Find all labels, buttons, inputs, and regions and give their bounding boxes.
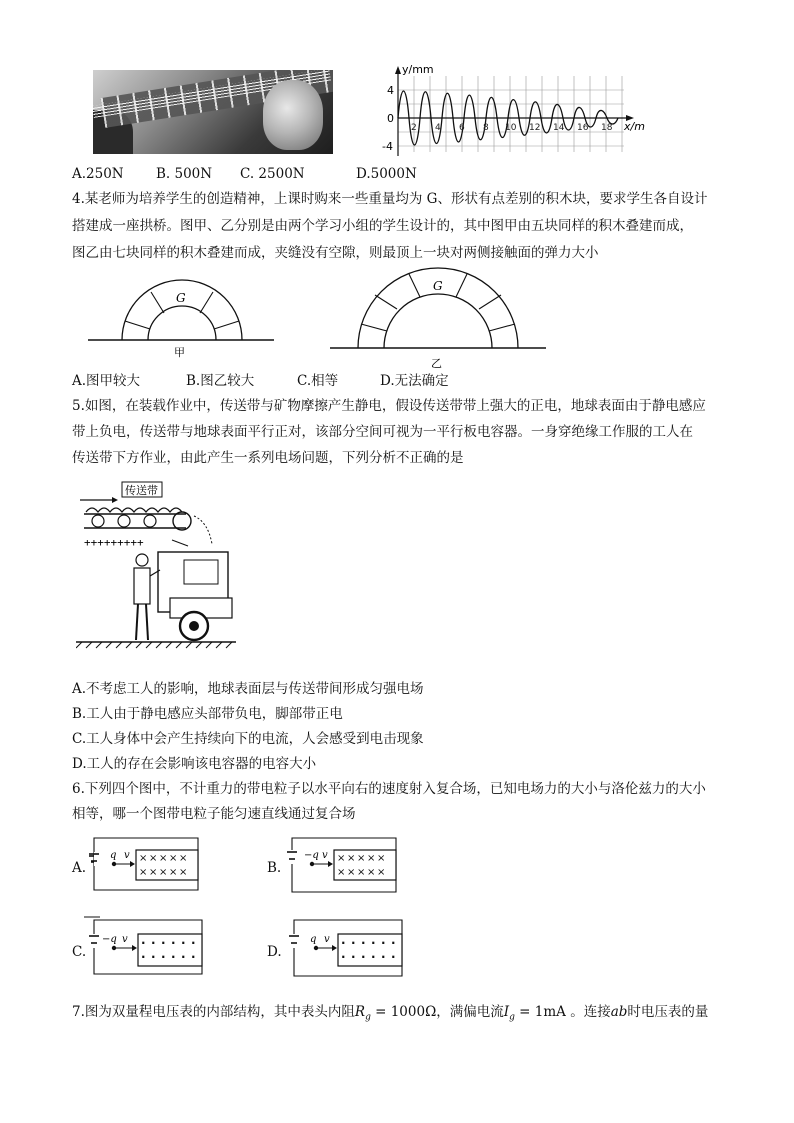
field-mark: ×	[357, 853, 366, 864]
field-mark: ·	[361, 950, 366, 964]
field-mark: ·	[181, 950, 186, 964]
block-g-label-yi: G	[433, 279, 443, 293]
field-mark: ·	[341, 936, 346, 950]
field-mark: ·	[341, 950, 346, 964]
x-tick: 14	[553, 123, 565, 133]
q3-option-a: A.250N	[72, 166, 124, 182]
x-tick: 16	[577, 123, 589, 133]
field-mark: ·	[151, 950, 156, 964]
block-g-label-jia: G	[176, 291, 186, 305]
ig-symbol: I	[503, 1004, 510, 1020]
charge-label: −q	[102, 934, 117, 945]
q5-stem-line-3: 传送带下方作业，由此产生一系列电场问题，下列分析不正确的是	[72, 450, 464, 466]
q5-option-a: A.不考虑工人的影响，地球表面层与传送带间形成匀强电场	[72, 681, 424, 697]
field-mark: ×	[139, 867, 148, 878]
x-tick: 12	[529, 123, 541, 133]
field-mark: ·	[151, 936, 156, 950]
q4-stem-line-3: 图乙由七块同样的积木叠建而成，夹缝没有空隙，则最顶上一块对两侧接触面的弹力大小	[72, 245, 599, 261]
q6-panel-c	[84, 914, 212, 978]
field-mark: ×	[179, 867, 188, 878]
field-mark: ×	[159, 853, 168, 864]
q7-text-post: 时电压表的量	[627, 1004, 709, 1020]
field-mark: ·	[371, 936, 376, 950]
velocity-label: v	[324, 934, 330, 945]
field-mark: ·	[371, 950, 376, 964]
wave-graph	[368, 62, 658, 160]
field-mark: ·	[351, 950, 356, 964]
ig-value: = 1mA 。连接	[514, 1004, 611, 1020]
figure-label-jia: 甲	[174, 346, 185, 359]
field-mark: ×	[347, 853, 356, 864]
field-mark: ·	[141, 936, 146, 950]
q5-stem-line-1: 5.如图，在装载作业中，传送带与矿物摩擦产生静电，假设传送带带上强大的正电，地球表面由于静电感应	[72, 398, 706, 414]
guitar-photo	[93, 70, 333, 154]
field-mark: ×	[169, 867, 178, 878]
field-mark: ×	[337, 867, 346, 878]
conveyor-figure	[76, 476, 240, 652]
field-mark: ·	[181, 936, 186, 950]
ig-subscript: g	[509, 1012, 515, 1023]
field-mark: ×	[357, 867, 366, 878]
field-mark: ·	[361, 936, 366, 950]
velocity-label: v	[322, 850, 328, 861]
figure-label-yi: 乙	[431, 357, 442, 370]
field-mark: ×	[367, 853, 376, 864]
charge-label: q	[310, 934, 317, 945]
q4-stem-line-2: 搭建成一座拱桥。图甲、乙分别是由两个学习小组的学生设计的，其中图甲由五块同样的积木叠建而成，	[72, 218, 693, 234]
velocity-label: v	[122, 934, 128, 945]
q3-option-d: D.5000N	[356, 166, 417, 182]
field-mark: ×	[159, 867, 168, 878]
q7-stem-line-1	[72, 1002, 708, 1028]
q3-option-b: B. 500N	[156, 166, 213, 182]
field-mark: ×	[169, 853, 178, 864]
rg-symbol: R	[354, 1004, 366, 1020]
charge-label: −q	[304, 850, 319, 861]
field-mark: ·	[161, 936, 166, 950]
x-axis-label: x/m	[624, 120, 645, 133]
q6-panel-d-letter: D.	[267, 944, 282, 960]
x-tick: 4	[435, 123, 441, 133]
q6-panel-b-letter: B.	[267, 860, 282, 876]
arch-figure-yi	[330, 264, 550, 374]
x-tick: 2	[411, 123, 417, 133]
q3-option-c: C. 2500N	[240, 166, 305, 182]
q5-stem-line-2: 带上负电，传送带与地球表面平行正对，该部分空间可视为一平行板电容器。一身穿绝缘工作服的工人在	[72, 424, 693, 440]
q6-stem-line-1: 6.下列四个图中，不计重力的带电粒子以水平向右的速度射入复合场，已知电场力的大小与洛伦兹力的大小	[72, 781, 706, 797]
field-mark: ·	[351, 936, 356, 950]
q6-panel-a	[88, 834, 210, 894]
q5-option-b: B.工人由于静电感应头部带负电，脚部带正电	[72, 706, 343, 722]
field-mark: ·	[381, 950, 386, 964]
x-tick: 10	[505, 123, 517, 133]
field-mark: ×	[337, 853, 346, 864]
field-mark: ·	[141, 950, 146, 964]
field-mark: ×	[377, 867, 386, 878]
q6-panel-a-letter: A.	[72, 860, 87, 876]
field-mark: ·	[191, 950, 196, 964]
y-tick-0: 0	[387, 112, 394, 125]
q6-stem-line-2: 相等，哪一个图带电粒子能匀速直线通过复合场	[72, 806, 356, 822]
y-axis-label: y/mm	[402, 63, 434, 76]
y-tick-neg4: -4	[382, 140, 393, 153]
q4-option-d: D.无法确定	[380, 373, 449, 389]
damped-wave	[398, 91, 618, 145]
q6-panel-b	[284, 834, 408, 896]
field-mark: ·	[391, 950, 396, 964]
q5-option-d: D.工人的存在会影响该电容器的电容大小	[72, 756, 317, 772]
q4-option-a: A.图甲较大	[72, 373, 141, 389]
y-tick-4: 4	[387, 84, 394, 97]
q4-option-c: C.相等	[297, 373, 339, 389]
x-tick: 6	[459, 123, 465, 133]
q4-option-b: B.图乙较大	[186, 373, 255, 389]
field-mark: ×	[377, 853, 386, 864]
positive-charges: +++++++++	[84, 536, 144, 549]
q6-panel-c-letter: C.	[72, 944, 87, 960]
player-hand	[263, 80, 323, 150]
field-mark: ·	[171, 950, 176, 964]
conveyor-label: 传送带	[125, 484, 158, 497]
field-mark: ·	[391, 936, 396, 950]
field-mark: ×	[367, 867, 376, 878]
field-mark: ×	[139, 853, 148, 864]
charge-label: q	[110, 850, 117, 861]
q6-panel-d	[286, 914, 412, 980]
field-mark: ·	[161, 950, 166, 964]
field-mark: ·	[191, 936, 196, 950]
field-mark: ·	[381, 936, 386, 950]
q4-stem-line-1: 4.某老师为培养学生的创造精神，上课时购来一些重量均为 G、形状有点差别的积木块，要求学生各自设计	[72, 191, 708, 207]
rg-value: = 1000Ω，满偏电流	[370, 1004, 504, 1020]
q5-option-c: C.工人身体中会产生持续向下的电流，人会感受到电击现象	[72, 731, 424, 747]
field-mark: ×	[347, 867, 356, 878]
field-mark: ×	[179, 853, 188, 864]
q7-text-pre: 7.图为双量程电压表的内部结构，其中表头内阻	[72, 1004, 355, 1020]
rg-subscript: g	[365, 1012, 371, 1023]
x-tick: 18	[601, 123, 613, 133]
velocity-label: v	[124, 850, 130, 861]
field-mark: ×	[149, 853, 158, 864]
x-tick: 8	[483, 123, 489, 133]
terminal-ab: ab	[610, 1004, 628, 1020]
arch-figure-jia	[88, 276, 278, 362]
field-mark: ·	[171, 936, 176, 950]
field-mark: ×	[149, 867, 158, 878]
